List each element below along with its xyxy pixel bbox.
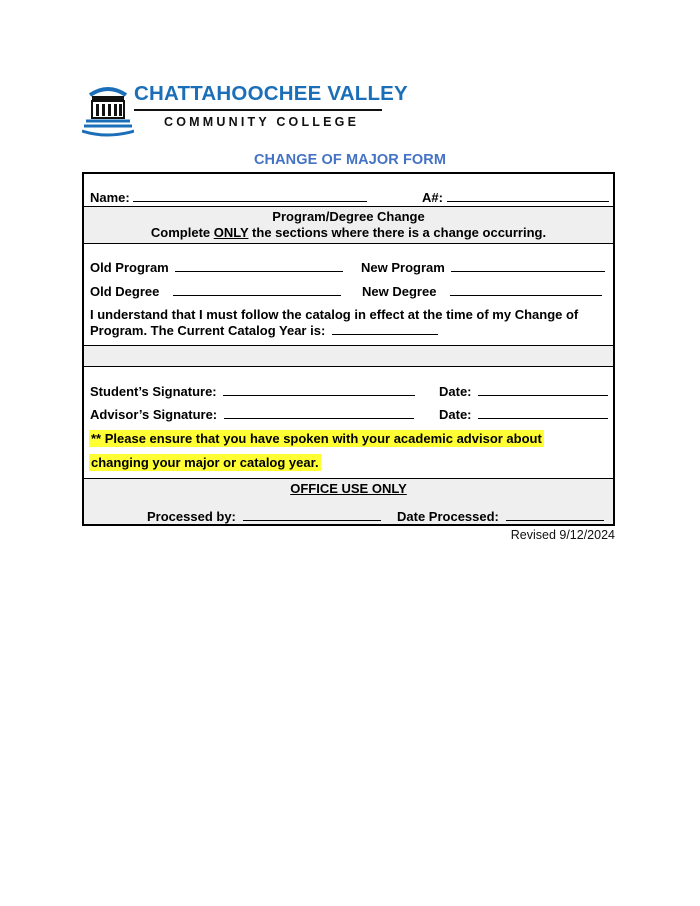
name-row [84,174,613,207]
advisor-signature-field[interactable] [224,407,414,419]
student-date-row [439,384,608,399]
date-processed-row [397,509,604,524]
advisor-signature-row [90,407,414,422]
old-degree-label: Old Degree [90,284,160,299]
date-processed-field[interactable] [506,509,604,521]
advisor-signature-label: Advisor’s Signature: [90,407,218,422]
anumber-field[interactable] [447,190,609,202]
building-cupola-icon [82,81,134,137]
college-subtitle: COMMUNITY COLLEGE [164,115,360,129]
student-signature-row [90,384,415,399]
processed-by-row [147,509,381,524]
new-degree-field[interactable] [450,284,602,296]
old-degree-row [90,284,341,299]
catalog-statement-line2: Program. The Current Catalog Year is: [90,323,438,338]
office-use-title: OFFICE USE ONLY [290,481,407,496]
logo-divider [134,109,382,111]
section-instruction: Complete ONLY the sections where there is a change occurring. [150,225,547,240]
advisor-notice-line1: ** Please ensure that you have spoken with your academic advisor about [91,431,542,446]
date-processed-label: Date Processed: [397,509,499,524]
section-header [84,207,613,243]
catalog-statement-line1: I understand that I must follow the catalog in effect at the time of my Change of [90,307,579,322]
instruction-emphasis: ONLY [213,225,249,240]
divider [84,366,613,367]
new-program-label: New Program [361,260,445,275]
old-program-field[interactable] [175,260,343,272]
form-title: CHANGE OF MAJOR FORM [253,152,447,168]
student-signature-field[interactable] [223,384,415,396]
advisor-date-field[interactable] [478,407,608,419]
office-use-section [84,479,613,524]
gray-spacer-bar [84,346,613,366]
new-degree-row [362,284,602,299]
student-date-label: Date: [439,384,472,399]
old-degree-field[interactable] [173,284,341,296]
advisor-date-row [439,407,608,422]
catalog-year-field[interactable] [332,323,438,335]
old-program-row [90,260,343,275]
name-label: Name: [90,190,130,205]
new-program-field[interactable] [451,260,605,272]
college-logo [82,78,408,138]
old-program-label: Old Program [90,260,169,275]
name-field[interactable] [133,190,367,202]
student-date-field[interactable] [478,384,608,396]
processed-by-field[interactable] [243,509,381,521]
change-of-major-form [82,172,615,526]
revision-date: Revised 9/12/2024 [510,528,615,542]
processed-by-label: Processed by: [147,509,236,524]
section-title: Program/Degree Change [272,209,425,224]
advisor-notice-line2: changing your major or catalog year. [91,455,319,470]
advisor-date-label: Date: [439,407,472,422]
anumber-label: A#: [422,190,443,205]
new-program-row [361,260,605,275]
divider [84,243,613,244]
student-signature-label: Student’s Signature: [90,384,217,399]
new-degree-label: New Degree [362,284,437,299]
college-name: CHATTAHOOCHEE VALLEY [134,82,408,105]
